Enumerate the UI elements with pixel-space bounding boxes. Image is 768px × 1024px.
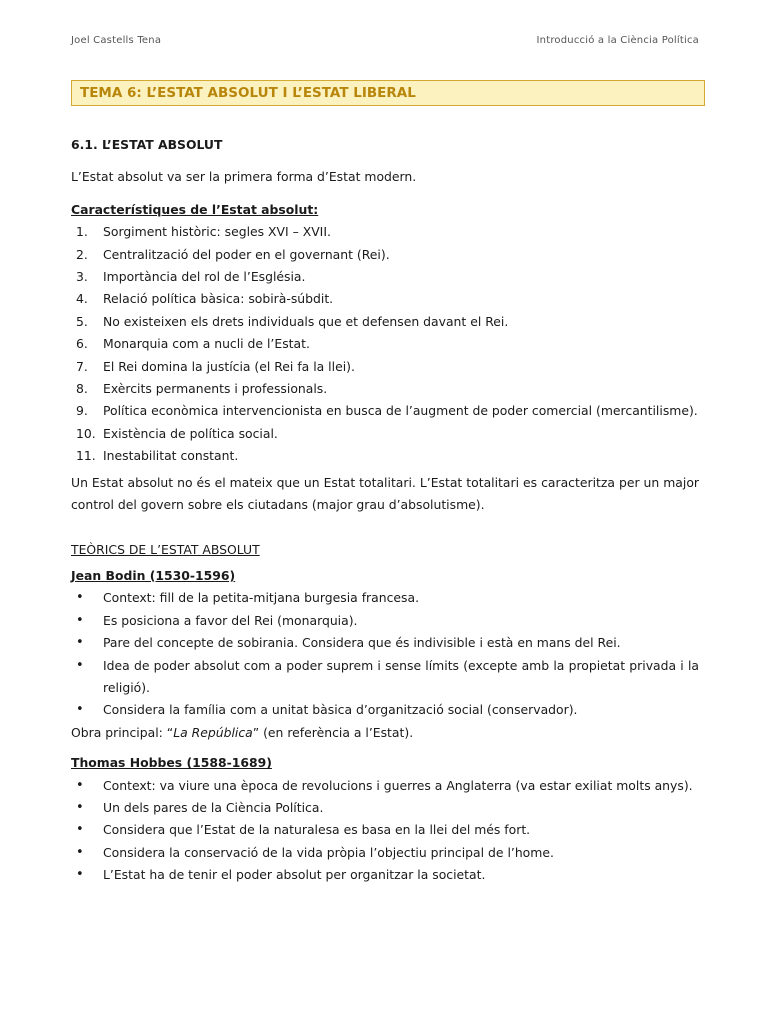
list-item: • Un dels pares de la Ciència Política. [71, 797, 699, 819]
list-item: • Considera la conservació de la vida pròpia l’objectiu principal de l’home. [71, 842, 699, 864]
list-item: 2. Centralització del poder en el governant (Rei). [76, 246, 390, 262]
theorists-heading: TEÒRICS DE L’ESTAT ABSOLUT [71, 541, 260, 557]
list-item: 5. No existeixen els drets individuals que et defensen davant el Rei. [76, 313, 509, 329]
list-item: 6. Monarquia com a nucli de l’Estat. [76, 336, 310, 352]
list-item: 3. Importància del rol de l’Església. [76, 269, 306, 285]
bodin-heading: Jean Bodin (1530-1596) [71, 567, 236, 583]
list-item: • L’Estat ha de tenir el poder absolut per organitzar la societat. [71, 864, 699, 886]
list-item: 4. Relació política bàsica: sobirà-súbdit. [76, 291, 334, 307]
list-item: • Context: va viure una època de revolucions i guerres a Anglaterra (va estar exiliat molts anys). [71, 775, 699, 797]
features-heading: Característiques de l’Estat absolut: [71, 201, 319, 217]
bullet-icon: • [76, 777, 84, 793]
bullet-icon: • [76, 590, 84, 606]
list-item: 9. Política econòmica intervencionista en busca de l’augment de poder comercial (mercantilisme). [76, 403, 698, 419]
intro-paragraph: L’Estat absolut va ser la primera forma d’Estat modern. [71, 169, 417, 185]
features-list [71, 221, 699, 467]
bullet-icon: • [76, 867, 84, 883]
list-item: • Pare del concepte de sobirania. Considera que és indivisible i està en mans del Rei. [71, 632, 699, 654]
list-item: 11. Inestabilitat constant. [76, 448, 239, 464]
list-item: • Considera que l’Estat de la naturalesa es basa en la llei del més fort. [71, 819, 699, 841]
chapter-title: TEMA 6: L’ESTAT ABSOLUT I L’ESTAT LIBERAL [71, 80, 705, 106]
list-item: 8. Exèrcits permanents i professionals. [76, 381, 328, 397]
list-item: 1. Sorgiment històric: segles XVI – XVII. [76, 224, 331, 240]
work-title: La República [173, 724, 253, 740]
list-item: 10. Existència de política social. [76, 425, 278, 441]
list-item: • Considera la família com a unitat bàsica d’organització social (conservador). [71, 699, 699, 721]
bullet-icon: • [76, 657, 84, 673]
bodin-bullet-list [71, 587, 699, 721]
bullet-icon: • [76, 844, 84, 860]
document-body [71, 134, 699, 887]
bullet-icon: • [76, 702, 84, 718]
list-item: • Idea de poder absolut com a poder suprem i sense límits (excepte amb la propietat privada i la religió). [71, 655, 699, 700]
closing-paragraph: Un Estat absolut no és el mateix que un Estat totalitari. L’Estat totalitari es caracteritza per un major control del govern sobre els ciutadans (major grau d’absolutisme). [71, 474, 699, 513]
bullet-icon: • [76, 635, 84, 651]
bullet-icon: • [76, 822, 84, 838]
list-item: • Es posiciona a favor del Rei (monarquia). [71, 610, 699, 632]
hobbes-heading: Thomas Hobbes (1588-1689) [71, 755, 272, 771]
header-course: Introducció a la Ciència Política [536, 35, 699, 46]
list-item: • Context: fill de la petita-mitjana burgesia francesa. [71, 587, 699, 609]
hobbes-bullet-list [71, 775, 699, 887]
bullet-icon: • [76, 612, 84, 628]
list-item: 7. El Rei domina la justícia (el Rei fa la llei). [76, 358, 355, 374]
bodin-main-work: Obra principal: “La República” (en referència a l’Estat). [71, 724, 414, 740]
bullet-icon: • [76, 799, 84, 815]
header-author: Joel Castells Tena [71, 35, 162, 46]
section-heading: 6.1. L’ESTAT ABSOLUT [71, 137, 223, 152]
